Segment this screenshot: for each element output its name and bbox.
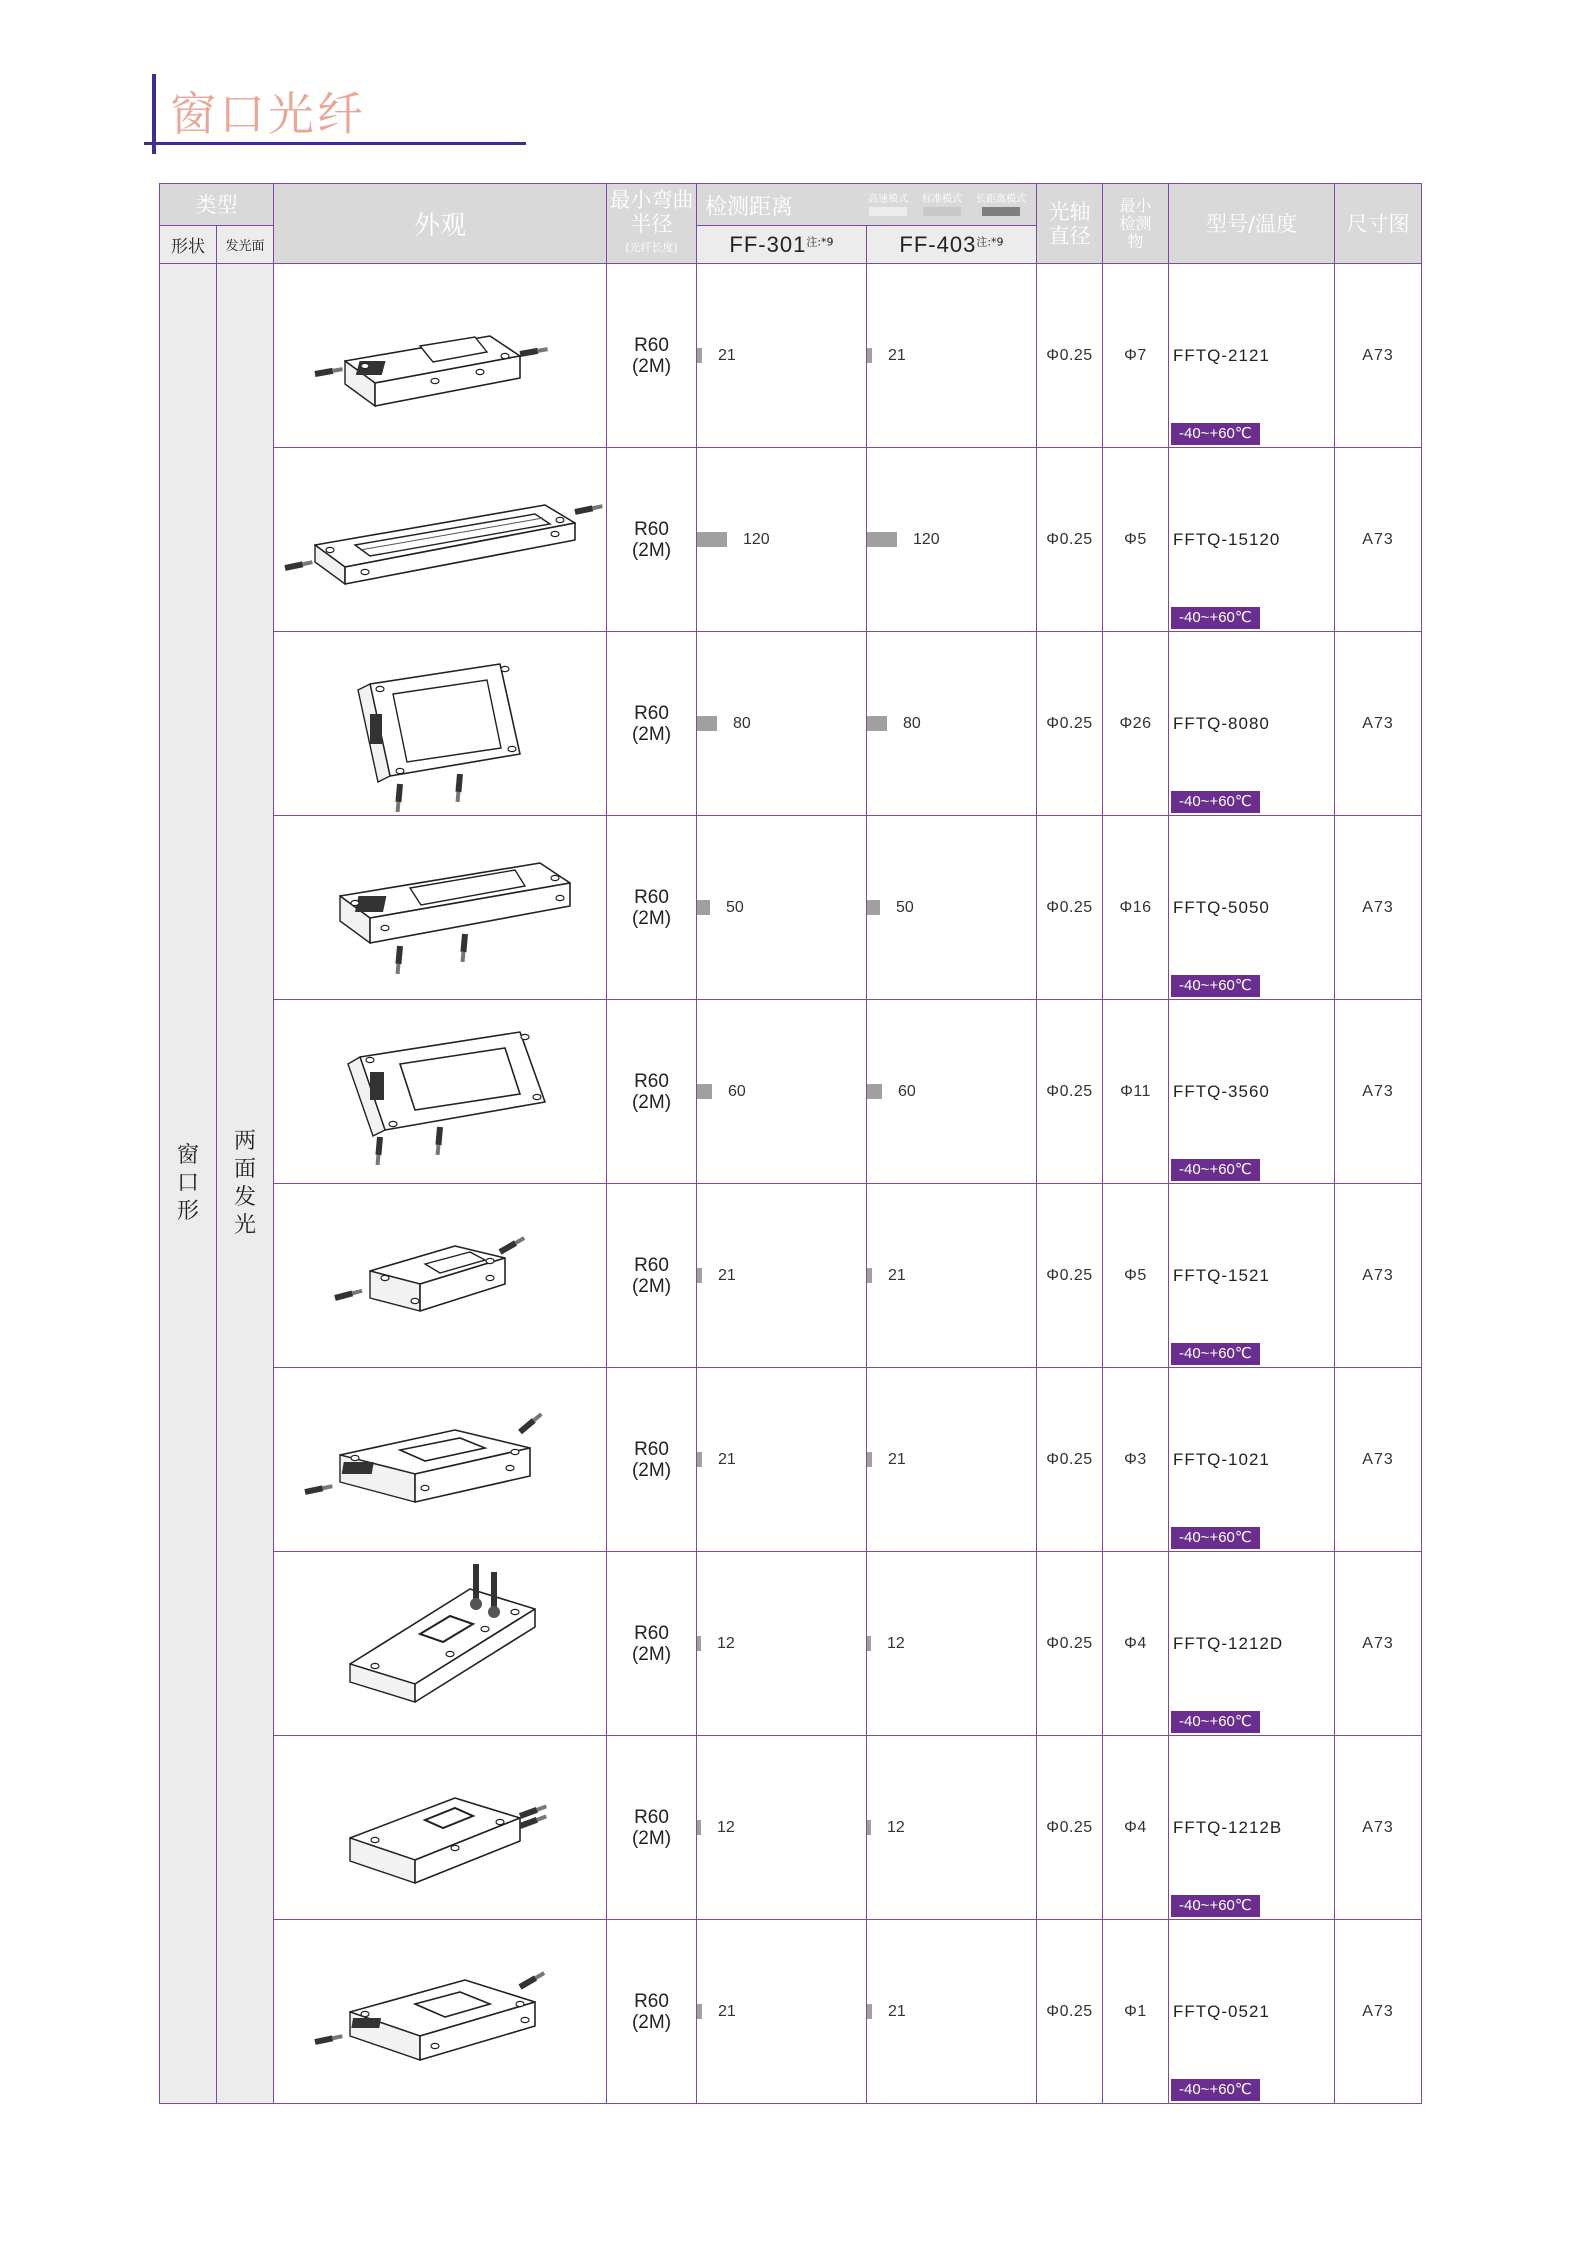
ff301-distance-cell <box>697 264 867 448</box>
ff301-distance-bar <box>697 532 727 547</box>
ff301-distance-cell <box>697 1920 867 2104</box>
bend-radius: R60 <box>634 1990 669 2012</box>
min-bend-cell <box>607 816 697 1000</box>
min-bend-cell <box>607 1920 697 2104</box>
ff403-distance-cell <box>867 1920 1037 2104</box>
temperature-badge: -40~+60℃ <box>1171 2079 1260 2101</box>
ff301-distance-cell <box>697 816 867 1000</box>
ff403-distance-value: 12 <box>887 1634 905 1652</box>
ff301-distance-cell <box>697 1000 867 1184</box>
ff301-distance-cell <box>697 448 867 632</box>
table-row <box>160 264 1422 448</box>
legend-item <box>922 190 962 216</box>
model-cell <box>1169 1368 1335 1552</box>
optical-axis-cell: Φ0.25 <box>1037 632 1103 816</box>
ff403-distance-value: 21 <box>888 2002 906 2020</box>
header-emitting-face: 发光面 <box>217 226 274 264</box>
optical-axis-cell: Φ0.25 <box>1037 1552 1103 1736</box>
header-dimension: 尺寸图 <box>1335 184 1422 264</box>
legend-label: 标准模式 <box>922 194 962 205</box>
fiber-length: (2M) <box>631 539 672 561</box>
appearance-cell <box>274 1920 607 2104</box>
ff403-distance-bar <box>867 1820 871 1835</box>
temperature-badge: -40~+60℃ <box>1171 607 1260 629</box>
ff301-distance-bar <box>697 1268 702 1283</box>
ff301-distance-bar <box>697 348 702 363</box>
bend-radius: R60 <box>634 334 669 356</box>
min-object-line2: 检测 <box>1119 213 1152 233</box>
emitting-face-cell <box>217 264 274 2104</box>
legend-label: 长距离模式 <box>976 194 1026 205</box>
shape-label: 窗口形 <box>176 1142 199 1224</box>
min-object-cell: Φ26 <box>1103 632 1169 816</box>
header-ff301 <box>697 226 867 264</box>
ff301-distance-value: 12 <box>717 1818 735 1836</box>
appearance-cell <box>274 264 607 448</box>
fiber-1212d-image <box>275 1554 605 1734</box>
min-bend-cell <box>607 264 697 448</box>
min-object-cell: Φ16 <box>1103 816 1169 1000</box>
fiber-length: (2M) <box>631 907 672 929</box>
model-cell <box>1169 1920 1335 2104</box>
header-min-object <box>1103 184 1169 264</box>
table-row <box>160 1552 1422 1736</box>
ff403-distance-cell <box>867 1184 1037 1368</box>
fiber-length: (2M) <box>631 1827 672 1849</box>
bend-radius: R60 <box>634 886 669 908</box>
fiber-15120-image <box>275 450 605 630</box>
fiber-1521-image <box>275 1186 605 1366</box>
ff403-note: 注:*9 <box>976 235 1004 249</box>
model-cell <box>1169 632 1335 816</box>
fiber-0521-image <box>275 1922 605 2102</box>
spec-table <box>159 183 1422 2104</box>
model-number: FFTQ-3560 <box>1173 1081 1270 1101</box>
legend-item <box>976 190 1026 216</box>
optical-axis-cell: Φ0.25 <box>1037 1184 1103 1368</box>
dimension-cell: A73 <box>1335 1920 1422 2104</box>
ff403-distance-bar <box>867 1636 871 1651</box>
emitting-face-label: 两面发光 <box>233 1128 256 1238</box>
header-optical-axis <box>1037 184 1103 264</box>
min-bend-line1: 最小弯曲 <box>609 187 694 212</box>
optical-axis-cell: Φ0.25 <box>1037 264 1103 448</box>
ff403-distance-bar <box>867 532 897 547</box>
legend-swatch <box>869 207 907 216</box>
header-shape: 形状 <box>160 226 217 264</box>
min-object-line3: 物 <box>1127 231 1144 251</box>
ff403-distance-value: 50 <box>896 898 914 916</box>
ff403-distance-bar <box>867 716 887 731</box>
dimension-cell: A73 <box>1335 1552 1422 1736</box>
detection-distance-title: 检测距离 <box>705 195 794 220</box>
model-cell <box>1169 264 1335 448</box>
temperature-badge: -40~+60℃ <box>1171 423 1260 445</box>
optical-axis-cell: Φ0.25 <box>1037 1920 1103 2104</box>
ff403-distance-bar <box>867 1084 882 1099</box>
fiber-length: (2M) <box>631 1643 672 1665</box>
min-bend-cell <box>607 1184 697 1368</box>
fiber-1212b-image <box>275 1738 605 1918</box>
model-number: FFTQ-8080 <box>1173 713 1270 733</box>
fiber-length: (2M) <box>631 2011 672 2033</box>
temperature-badge: -40~+60℃ <box>1171 1527 1260 1549</box>
optical-axis-cell: Φ0.25 <box>1037 816 1103 1000</box>
ff403-distance-bar <box>867 1268 872 1283</box>
model-cell <box>1169 1000 1335 1184</box>
table-row <box>160 448 1422 632</box>
mode-legend <box>868 190 1026 216</box>
appearance-cell <box>274 448 607 632</box>
header-detection-distance <box>697 184 1037 226</box>
dimension-cell: A73 <box>1335 264 1422 448</box>
min-bend-cell <box>607 632 697 816</box>
model-cell <box>1169 1184 1335 1368</box>
dimension-cell: A73 <box>1335 1184 1422 1368</box>
fiber-3560-image <box>275 1002 605 1182</box>
legend-swatch <box>982 207 1020 216</box>
min-object-cell: Φ3 <box>1103 1368 1169 1552</box>
ff403-distance-bar <box>867 348 872 363</box>
title-underline <box>144 142 526 145</box>
min-object-cell: Φ5 <box>1103 448 1169 632</box>
ff301-distance-value: 21 <box>718 1450 736 1468</box>
min-bend-note: (光纤长度) <box>625 240 678 254</box>
ff403-distance-cell <box>867 1000 1037 1184</box>
ff301-distance-value: 21 <box>718 346 736 364</box>
ff403-distance-cell <box>867 1368 1037 1552</box>
fiber-8080-image <box>275 634 605 814</box>
header-model-temp: 型号/温度 <box>1169 184 1335 264</box>
ff301-distance-value: 60 <box>728 1082 746 1100</box>
bend-radius: R60 <box>634 1070 669 1092</box>
ff403-distance-cell <box>867 1736 1037 1920</box>
table-row <box>160 1736 1422 1920</box>
appearance-cell <box>274 816 607 1000</box>
ff403-label: FF-403 <box>899 231 977 257</box>
shape-cell <box>160 264 217 2104</box>
ff403-distance-bar <box>867 2004 872 2019</box>
fiber-2121-image <box>275 266 605 446</box>
fiber-length: (2M) <box>631 355 672 377</box>
temperature-badge: -40~+60℃ <box>1171 1711 1260 1733</box>
ff301-distance-cell <box>697 1552 867 1736</box>
appearance-cell <box>274 1736 607 1920</box>
ff403-distance-value: 21 <box>888 1450 906 1468</box>
model-number: FFTQ-5050 <box>1173 897 1270 917</box>
ff301-distance-cell <box>697 632 867 816</box>
dimension-cell: A73 <box>1335 1736 1422 1920</box>
table-row <box>160 1184 1422 1368</box>
min-object-cell: Φ11 <box>1103 1000 1169 1184</box>
ff301-distance-cell <box>697 1368 867 1552</box>
fiber-length: (2M) <box>631 1459 672 1481</box>
ff403-distance-value: 60 <box>898 1082 916 1100</box>
fiber-1021-image <box>275 1370 605 1550</box>
ff301-distance-bar <box>697 1636 701 1651</box>
dimension-cell: A73 <box>1335 1368 1422 1552</box>
model-number: FFTQ-2121 <box>1173 345 1270 365</box>
ff403-distance-value: 21 <box>888 1266 906 1284</box>
appearance-cell <box>274 1184 607 1368</box>
min-bend-cell <box>607 448 697 632</box>
appearance-cell <box>274 1368 607 1552</box>
min-object-line1: 最小 <box>1119 195 1152 215</box>
ff403-distance-value: 21 <box>888 346 906 364</box>
ff301-distance-bar <box>697 1084 712 1099</box>
min-object-cell: Φ1 <box>1103 1920 1169 2104</box>
model-number: FFTQ-15120 <box>1173 529 1281 549</box>
min-object-cell: Φ5 <box>1103 1184 1169 1368</box>
min-bend-line2: 半径 <box>630 211 673 236</box>
ff301-distance-bar <box>697 2004 702 2019</box>
ff403-distance-cell <box>867 632 1037 816</box>
fiber-length: (2M) <box>631 1275 672 1297</box>
ff301-distance-bar <box>697 716 717 731</box>
min-object-cell: Φ4 <box>1103 1552 1169 1736</box>
legend-label: 高速模式 <box>868 194 908 205</box>
model-number: FFTQ-1212D <box>1173 1633 1284 1653</box>
bend-radius: R60 <box>634 1438 669 1460</box>
legend-swatch <box>923 207 961 216</box>
optical-axis-cell: Φ0.25 <box>1037 448 1103 632</box>
temperature-badge: -40~+60℃ <box>1171 1159 1260 1181</box>
ff301-distance-value: 120 <box>743 530 770 548</box>
optical-axis-cell: Φ0.25 <box>1037 1000 1103 1184</box>
temperature-badge: -40~+60℃ <box>1171 791 1260 813</box>
header-appearance: 外观 <box>274 184 607 264</box>
optical-axis-line2: 直径 <box>1048 223 1091 248</box>
ff403-distance-bar <box>867 900 880 915</box>
ff301-distance-bar <box>697 1820 701 1835</box>
bend-radius: R60 <box>634 518 669 540</box>
ff403-distance-cell <box>867 264 1037 448</box>
model-cell <box>1169 1552 1335 1736</box>
table-row <box>160 1368 1422 1552</box>
dimension-cell: A73 <box>1335 816 1422 1000</box>
min-object-cell: Φ7 <box>1103 264 1169 448</box>
dimension-cell: A73 <box>1335 448 1422 632</box>
appearance-cell <box>274 1552 607 1736</box>
model-number: FFTQ-0521 <box>1173 2001 1270 2021</box>
ff301-note: 注:*9 <box>806 235 834 249</box>
min-object-cell: Φ4 <box>1103 1736 1169 1920</box>
ff403-distance-cell <box>867 816 1037 1000</box>
bend-radius: R60 <box>634 702 669 724</box>
ff301-distance-bar <box>697 1452 702 1467</box>
temperature-badge: -40~+60℃ <box>1171 975 1260 997</box>
ff301-distance-cell <box>697 1736 867 1920</box>
appearance-cell <box>274 1000 607 1184</box>
ff403-distance-value: 80 <box>903 714 921 732</box>
header-ff403 <box>867 226 1037 264</box>
appearance-cell <box>274 632 607 816</box>
bend-radius: R60 <box>634 1254 669 1276</box>
optical-axis-cell: Φ0.25 <box>1037 1368 1103 1552</box>
ff301-label: FF-301 <box>729 231 807 257</box>
ff301-distance-value: 21 <box>718 1266 736 1284</box>
min-bend-cell <box>607 1368 697 1552</box>
header-type: 类型 <box>160 184 274 226</box>
model-number: FFTQ-1521 <box>1173 1265 1270 1285</box>
ff301-distance-value: 12 <box>717 1634 735 1652</box>
temperature-badge: -40~+60℃ <box>1171 1895 1260 1917</box>
ff301-distance-bar <box>697 900 710 915</box>
ff301-distance-cell <box>697 1184 867 1368</box>
model-cell <box>1169 448 1335 632</box>
model-cell <box>1169 816 1335 1000</box>
ff301-distance-value: 80 <box>733 714 751 732</box>
dimension-cell: A73 <box>1335 632 1422 816</box>
header-min-bend <box>607 184 697 264</box>
fiber-length: (2M) <box>631 723 672 745</box>
table-row <box>160 1000 1422 1184</box>
ff403-distance-bar <box>867 1452 872 1467</box>
ff403-distance-cell <box>867 1552 1037 1736</box>
ff403-distance-value: 120 <box>913 530 940 548</box>
ff403-distance-cell <box>867 448 1037 632</box>
min-bend-cell <box>607 1000 697 1184</box>
section-title: 窗口光纤 <box>170 87 366 141</box>
model-number: FFTQ-1021 <box>1173 1449 1270 1469</box>
dimension-cell: A73 <box>1335 1000 1422 1184</box>
min-bend-cell <box>607 1552 697 1736</box>
ff301-distance-value: 21 <box>718 2002 736 2020</box>
fiber-5050-image <box>275 818 605 998</box>
table-row <box>160 632 1422 816</box>
optical-axis-cell: Φ0.25 <box>1037 1736 1103 1920</box>
model-number: FFTQ-1212B <box>1173 1817 1283 1837</box>
fiber-length: (2M) <box>631 1091 672 1113</box>
bend-radius: R60 <box>634 1622 669 1644</box>
model-cell <box>1169 1736 1335 1920</box>
optical-axis-line1: 光轴 <box>1048 199 1091 224</box>
table-row <box>160 1920 1422 2104</box>
ff403-distance-value: 12 <box>887 1818 905 1836</box>
min-bend-cell <box>607 1736 697 1920</box>
temperature-badge: -40~+60℃ <box>1171 1343 1260 1365</box>
table-row <box>160 816 1422 1000</box>
ff301-distance-value: 50 <box>726 898 744 916</box>
bend-radius: R60 <box>634 1806 669 1828</box>
legend-item <box>868 190 908 216</box>
